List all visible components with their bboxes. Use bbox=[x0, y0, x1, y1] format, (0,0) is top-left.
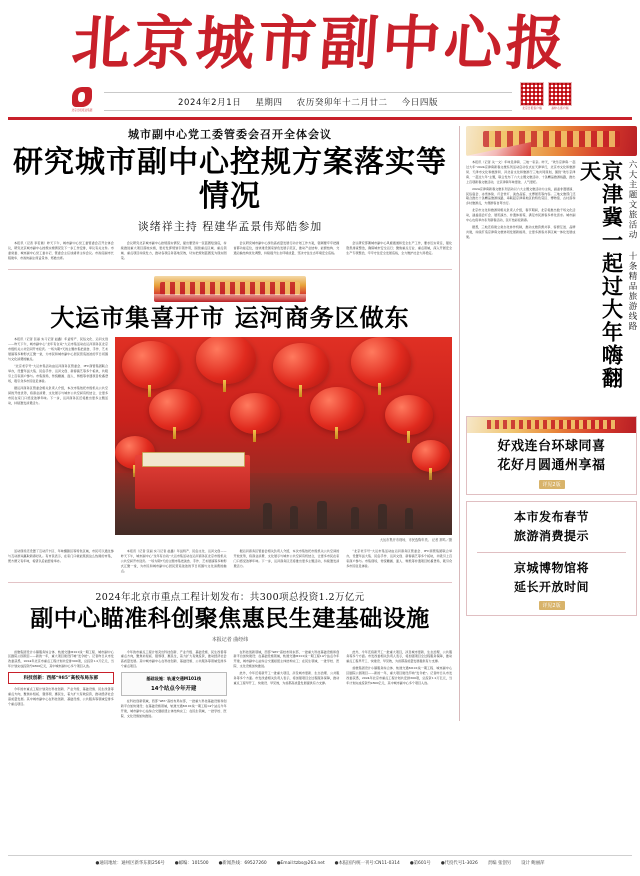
projects-byline: 本报记者 曲经纬 bbox=[211, 636, 249, 643]
promo-box-3[interactable] bbox=[467, 553, 636, 610]
paragraph: 此外，今年还将新开工一批重大项目，涉及城市更新、生态治理、公共服务等多个方面。市发改委相关负责人表示，将加强项目全过程服务保障，推动重点工程早开工、快建设、早见效，为首都高质量发展提供有力支撑。 bbox=[233, 671, 340, 686]
inset-head-tech: 科技创新：西部“985”高校布局东部 bbox=[8, 672, 114, 684]
booth-sign bbox=[142, 452, 245, 467]
paragraph: 在科技创新领域，西部“985”高校布局东部，一批重大科技基础设施和创新平台加快建设；在基础设施领域，轨道交通M101线一期工程14个站点今年开建，城市副中心站综合交通枢纽主体结构完工；在民生领域，一批学校、医院、文化设施加快推进。 bbox=[120, 699, 227, 718]
feature-kicker: 六大主题文旅活动 十条精品旅游线路 bbox=[627, 160, 637, 332]
photo-caption: 大运市集开市现场，市民选购年货。 记者 常鸣／摄 bbox=[379, 538, 452, 543]
projects-kicker: 2024年北京市重点工程计划发布：共300项总投资1.2万亿元 bbox=[95, 592, 365, 604]
market-photo-row bbox=[8, 337, 452, 542]
dateline-edition: 今日四版 bbox=[401, 98, 439, 108]
feature-headline[interactable]: 京津冀一起过大年嗨翻天 bbox=[577, 160, 625, 390]
text-column bbox=[8, 650, 114, 721]
text-column bbox=[121, 549, 227, 576]
market-story bbox=[8, 276, 452, 576]
paragraph: “北京老字号”大运市集活动由运河商务区管委会、IFC商管集团联合举办，设置年货大集、民俗手作、运河文创、新春演艺等多个板块，共吸引上百家商户参与。市集现场，传统糖画、面人、剪纸等非遗项目轮番登场，吸引众多市民驻足体验。 bbox=[8, 364, 108, 383]
paragraph: 今年的市重点工程计划突出科技创新、产业升级、基础设施、民生改善等重点方向，聚焦补短板、强弱项、惠民生，着力扩大有效投资，推动经济社会高质量发展。其中城市副中心在科技创新、基础设施、公共服务等领域安排多个重点项目。 bbox=[8, 687, 114, 706]
dateline-date: 2024年2月1日 bbox=[177, 98, 242, 108]
footer-address: ●通讯地址：通州区新华东街256号 bbox=[95, 861, 165, 866]
lead-body bbox=[8, 241, 452, 263]
dateline-row bbox=[8, 80, 632, 112]
lead-kicker: 城市副中心党工委管委会召开全体会议 bbox=[128, 128, 332, 141]
paragraph: 据运河商务区管委会相关负责人介绍，本次市集依托市级机关公共空间的开放优势，将商业消费、文化展示与城市公共空间有机结合，让更多市民在家门口感受浓厚年味。下一步，运河商务区还将推出更多主题活动，持续激发消费活力。 bbox=[8, 385, 108, 405]
footer-hotline: ●新闻热线：69527260 bbox=[218, 861, 267, 866]
dateline bbox=[104, 92, 512, 111]
projects-body bbox=[8, 650, 452, 721]
inset-infra-line2: 14个站点今年开建 bbox=[151, 686, 197, 693]
qr-code-group bbox=[520, 82, 572, 110]
paragraph: 本报讯（记者 李若晨）昨天下午，城市副中心党工委管委会召开全体会议，研究北京城市副中心控规实施情况及下一步工作安排，审议有关文件。市委常委、城市副中心党工委书记、管委会主任谈绪祥主持会议。市政府副市长程建华、市政协副主席孟景伟、郑皓出席。 bbox=[8, 241, 114, 260]
text-column bbox=[8, 337, 108, 542]
lead-subhead: 谈绪祥主持 程建华孟景伟郑皓参加 bbox=[137, 220, 323, 234]
masthead-rule bbox=[8, 117, 632, 120]
paragraph: 今年的市重点工程计划突出科技创新、产业升级、基础设施、民生改善等重点方向，聚焦补短板、强弱项、惠民生，着力扩大有效投资，推动经济社会高质量发展。其中城市副中心在科技创新、基础设施、公共服务等领域安排多个重点项目。 bbox=[120, 649, 227, 669]
promo-box-group-2 bbox=[466, 501, 637, 616]
footer-postcode: ●邮编：101500 bbox=[174, 861, 209, 866]
projects-story bbox=[8, 589, 452, 721]
paragraph: “北京老字号”大运市集活动由运河商务区管委会、IFC商管集团联合举办，设置年货大集、民俗手作、运河文创、新春演艺等多个板块，共吸引上百家商户参与。市集现场，传统糖画、面人、剪纸等非遗项目轮番登场，吸引众多市民驻足体验。 bbox=[346, 549, 452, 569]
page-footer bbox=[8, 855, 632, 866]
paragraph: 北京市文化和旅游局相关负责人介绍，春节期间，北京将推出数千场文化活动，涵盖庙会灯会、展览演出、非遗体验等，满足市民游客多样化需求。城市副中心也将举办系列新春活动，张灯结彩迎新春。 bbox=[466, 208, 576, 223]
section-divider bbox=[8, 582, 452, 583]
promo-box-2[interactable] bbox=[467, 502, 636, 552]
promo-title-line1: 本市发布春节 bbox=[513, 509, 589, 524]
newspaper-title: 北京城市副中心报 bbox=[69, 9, 571, 77]
promo-box-1[interactable] bbox=[466, 416, 637, 495]
inset-infra-line1: 基础设施：轨道交通M101线 bbox=[146, 676, 202, 682]
paragraph: 据运河商务区管委会相关负责人介绍，本次市集依托市级机关公共空间的开放优势，将商业消费、文化展示与城市公共空间有机结合，让更多市民在家门口感受浓厚年味。下一步，运河商务区还将推出更多主题活动，持续激发消费活力。 bbox=[233, 549, 340, 569]
lead-story bbox=[8, 126, 452, 263]
right-column bbox=[459, 126, 637, 721]
dateline-weekday: 星期四 bbox=[255, 98, 283, 108]
paragraph: 本报讯（记者 张丽 实习记者 赵鑫）年货特产、民俗文化、运河文创——昨天下午，城市副中心“龙年有台戏”大运市集活动在运河商务区北京市级机关公共空间开市迎宾。一场为期7天的主题市集把美食、手作、艺术展演等多种形式汇聚一堂，为市民和城市副中心居民营造浓浓的节日氛围与文化消费的触点。 bbox=[8, 337, 108, 362]
section-divider bbox=[8, 269, 452, 270]
masthead bbox=[8, 0, 632, 120]
projects-headline[interactable]: 副中心瞄准科创聚焦惠民生建基础设施 bbox=[30, 605, 430, 633]
promo-title-line2: 延长开放时间 bbox=[513, 579, 589, 594]
text-column bbox=[8, 549, 114, 576]
paragraph: 会议研究北京城市副中心控规落实情况，提出要坚持一张蓝图绘到底，持续推进重大项目落地实施，更好发挥规划引领作用，围绕重点区域、重点领域、重点项目持续发力，推动各项任务落地见效，切实把规划蓝图变为现实图景。 bbox=[120, 241, 227, 260]
market-headline[interactable]: 大运市集喜开市 运河商务区做东 bbox=[50, 302, 410, 332]
market-photo bbox=[115, 337, 452, 535]
promo-title-line2: 花好月圆通州享福 bbox=[497, 458, 606, 474]
festive-banner-ornament bbox=[154, 276, 306, 302]
qr-beijing-daily[interactable] bbox=[520, 82, 544, 110]
feature-banner-ornament bbox=[466, 126, 637, 156]
lead-headline[interactable]: 研究城市副中心控规方案落实等情况 bbox=[13, 145, 447, 214]
qr-sub-center[interactable] bbox=[548, 82, 572, 110]
text-column bbox=[346, 650, 452, 721]
footer-email[interactable]: ●Email:tzbs@263.net bbox=[276, 860, 325, 866]
paragraph: 在科技创新领域，西部“985”高校布局东部，一批重大科技基础设施和创新平台加快建设；在基础设施领域，轨道交通M101线一期工程14个站点今年开建，城市副中心站综合交通枢纽主体结构完工；在民生领域，一批学校、医院、文化设施加快推进。 bbox=[233, 649, 340, 669]
paragraph: 此外，今年还将新开工一批重大项目，涉及城市更新、生态治理、公共服务等多个方面。市发改委相关负责人表示，将加强项目全过程服务保障，推动重点工程早开工、快建设、早见效，为首都高质量发展提供有力支撑。 bbox=[346, 649, 452, 664]
feature-body bbox=[466, 160, 575, 242]
dateline-lunar: 农历癸卯年十二月廿二 bbox=[296, 98, 388, 108]
feature-story bbox=[466, 160, 637, 410]
paragraph: 据悉，三地还将建立常态化协作机制，推动文旅资源共享、客源互送、品牌共建，持续打造京津冀文旅协同发展新格局，让更多游客共享区域一体化发展成果。 bbox=[466, 225, 576, 239]
paragraph: 首旅集团设计小镇服务综合体、轨道交通M101线一期工程、城市副中心区剧院公园项目——新的一年，重大项目建设打响“发令枪”。记者昨日从市发改委获悉，2024年北京市重点工程计划共安排300项，总投资1.2万亿元，当年计划完成投资约2800亿元，其中城市副中心多个项目入选。 bbox=[8, 649, 114, 669]
paragraph: 本报讯（记者 关一文）年味足津冀、三地一家亲。昨天，“欢乐京津冀·一起过大年”2024京津冀新春文旅系列活动启动仪式在天津举行，北京市文化和旅游局、天津市文化和旅游局、河北省文化和旅游厅三地共同谋划，围绕“欢乐京津冀、一起过大年”主题，联合发布了六大主题文旅活动、十条精品旅游线路，推出上百项新春文旅活动，让京津冀年味更浓、人气更旺。 bbox=[466, 160, 576, 184]
footer-designer: 设计 鲍丽萍 bbox=[521, 861, 545, 866]
text-column bbox=[234, 241, 340, 263]
paragraph: 会议研究城市副中心绿色高质量发展行动计划工作方案，强调要牢牢把握首都功能定位，加快建设国家绿色发展示范区，推动产业结构、能源结构、交通运输结构优化调整，持续提升生态环境质量，坚决守住生态环境安全底线。 bbox=[233, 241, 340, 256]
market-body bbox=[8, 549, 452, 576]
qr-code-icon[interactable] bbox=[548, 82, 572, 106]
text-column bbox=[8, 241, 114, 263]
paragraph: 2024京津冀新春文旅系列活动以六大主题文旅活动为主线，涵盖非遗展演、民俗庙会、冰雪体验、灯会赏灯、美食品鉴、文博展览等内容。三地文旅部门还联合推出十条精品旅游线路，串联起京津冀地区的特色景区、博物馆、古村落和乡村旅游点，方便游客自驾出行。 bbox=[466, 186, 576, 206]
publisher-logo bbox=[68, 80, 96, 112]
promo-title-line1: 好戏连台环球同喜 bbox=[497, 439, 606, 454]
paragraph: 会议研究部署城市副中心风廊通道和安全生产工作，要求压实责任，强化隐患排查整治，确保城市安全运行；聚焦重点行业、重点领域，深入开展安全生产专项整治，牢牢守住安全发展底线，全力维护社会大局稳定。 bbox=[346, 241, 452, 256]
paragraph: 首旅集团设计小镇服务综合体、轨道交通M101线一期工程、城市副中心区剧院公园项目——新的一年，重大项目建设打响“发令枪”。记者昨日从市发改委获悉，2024年北京市重点工程计划共安排300项，总投资1.2万亿元，当年计划完成投资约2800亿元，其中城市副中心多个项目入选。 bbox=[346, 666, 452, 686]
text-column bbox=[234, 650, 340, 721]
qr-code-icon[interactable] bbox=[520, 82, 544, 106]
promo-page-ref[interactable]: 详见2版 bbox=[539, 480, 565, 489]
text-column bbox=[234, 549, 340, 576]
paragraph: 活动现场还设置了互动打卡区、年味摄影区等特色区域，市民可以通过参与互动游戏赢取新春好礼。有市民表示，在家门口就能逛到这么热闹的市集，既方便又有年味，希望以后能经常举办。 bbox=[8, 549, 114, 564]
qr-caption: 副中心客户端 bbox=[551, 105, 569, 110]
paragraph: 本报讯（记者 张丽 实习记者 赵鑫）年货特产、民俗文化、运河文创——昨天下午，城市副中心“龙年有台戏”大运市集活动在运河商务区北京市级机关公共空间开市迎宾。一场为期7天的主题市集把美食、手作、艺术展演等多种形式汇聚一堂，为市民和城市副中心居民营造浓浓的节日氛围与文化消费的触点。 bbox=[120, 549, 227, 574]
promo-title-line1: 京城博物馆将 bbox=[513, 560, 589, 575]
footer-issue: ●第601号 bbox=[409, 861, 431, 866]
main-column bbox=[8, 126, 452, 721]
promo-banner-ornament bbox=[467, 417, 636, 433]
footer-issn: ●本报国内统一刊号:CN11-0314 bbox=[334, 861, 400, 866]
inset-box-infrastructure bbox=[121, 672, 227, 696]
promo-title-line2: 旅游消费提示 bbox=[513, 528, 589, 543]
text-column bbox=[346, 549, 452, 576]
publisher-logo-caption: 北京日报报业集团 bbox=[71, 108, 93, 112]
promo-page-ref[interactable]: 详见2版 bbox=[539, 601, 565, 610]
text-column bbox=[121, 650, 227, 721]
flame-logo-icon bbox=[72, 87, 92, 107]
text-column bbox=[346, 241, 452, 263]
footer-postal-code: ●代投代号1-3026 bbox=[440, 861, 478, 866]
text-column bbox=[121, 241, 227, 263]
footer-editor: 责编 张创另 bbox=[487, 861, 512, 866]
qr-caption: 北京日报客户端 bbox=[522, 105, 542, 110]
page-grid bbox=[8, 126, 637, 721]
